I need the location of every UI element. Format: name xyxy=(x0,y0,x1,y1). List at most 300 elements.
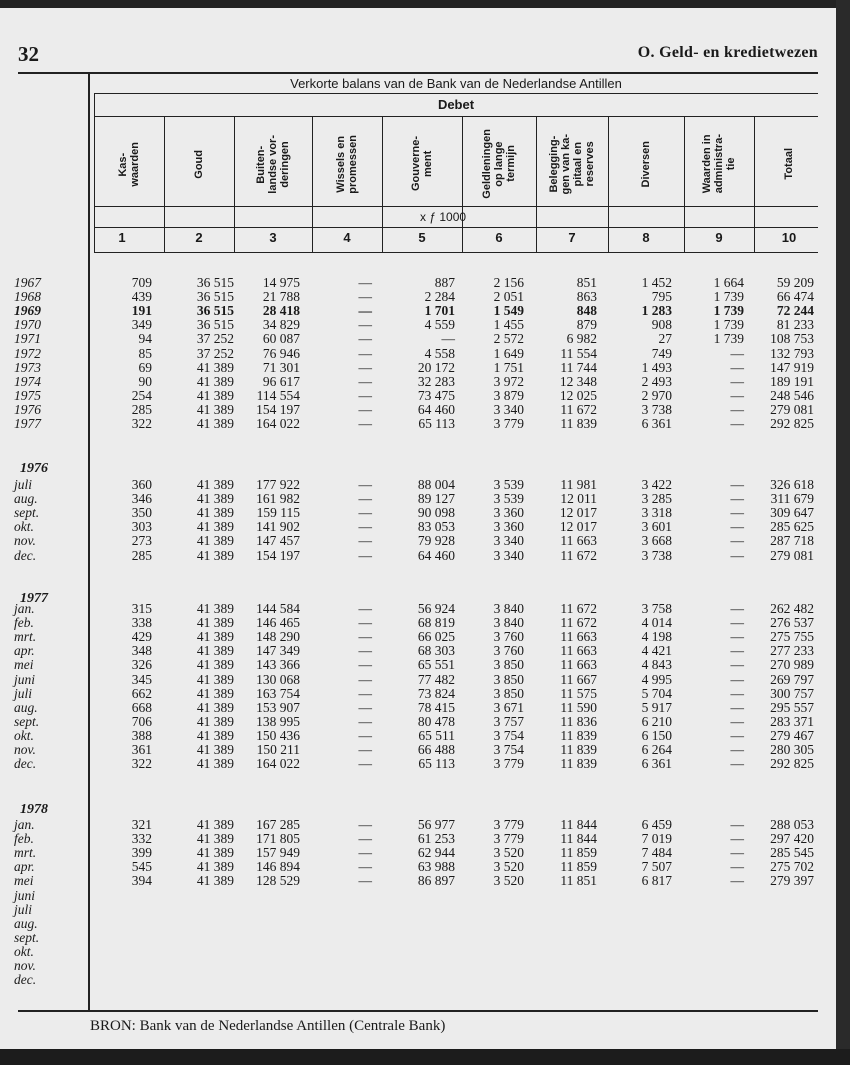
cell-col-9: — xyxy=(730,477,744,492)
cell-col-1: 668 xyxy=(131,699,152,715)
row-label: sept. xyxy=(14,713,40,729)
month-1978-row xyxy=(0,860,820,874)
cell-col-10: 311 679 xyxy=(770,491,814,507)
cell-col-2: 41 389 xyxy=(196,629,234,645)
month-1977-row xyxy=(0,715,820,729)
cell-col-6: 2 572 xyxy=(493,331,524,347)
cell-col-3: 76 946 xyxy=(262,345,300,361)
year-label-1977: 1977 xyxy=(20,591,48,606)
cell-col-5: 56 977 xyxy=(417,817,455,832)
cell-col-8: 6 817 xyxy=(641,873,672,889)
cell-col-4: — xyxy=(358,615,372,631)
cell-col-10: 300 757 xyxy=(770,685,814,701)
cell-col-2: 41 389 xyxy=(196,643,234,659)
scan-edge-bottom xyxy=(0,1049,850,1065)
cell-col-5: 887 xyxy=(434,275,455,290)
cell-col-6: 1 649 xyxy=(493,345,524,361)
cell-col-7: 12 017 xyxy=(559,519,597,535)
cell-col-6: 3 779 xyxy=(493,831,524,847)
cell-col-1: 388 xyxy=(131,727,152,743)
cell-col-5: 66 025 xyxy=(417,629,455,645)
cell-col-4: — xyxy=(358,547,372,563)
cell-col-6: 3 520 xyxy=(493,845,524,861)
cell-col-7: 11 859 xyxy=(560,845,597,861)
cell-col-4: — xyxy=(358,345,372,361)
cell-col-6: 3 360 xyxy=(493,519,524,535)
cell-col-7: 11 859 xyxy=(560,859,597,875)
cell-col-3: 148 290 xyxy=(256,629,300,645)
cell-col-9: — xyxy=(730,359,744,375)
cell-col-1: 285 xyxy=(131,401,152,417)
cell-col-1: 285 xyxy=(131,547,152,563)
row-label: apr. xyxy=(14,859,35,875)
cell-col-5: — xyxy=(441,331,455,347)
cell-col-7: 11 839 xyxy=(560,727,597,743)
month-1978-row xyxy=(0,973,820,987)
cell-col-7: 11 663 xyxy=(560,629,597,645)
col-header-text: Kas- waarden xyxy=(117,141,141,187)
cell-col-6: 3 340 xyxy=(493,401,524,417)
cell-col-5: 88 004 xyxy=(417,477,455,492)
col-header-text: Belegging- gen van ka- pitaal en reserves xyxy=(548,133,596,195)
cell-col-8: 3 668 xyxy=(641,533,672,549)
cell-col-8: 2 970 xyxy=(641,387,672,403)
cell-col-5: 64 460 xyxy=(417,401,455,417)
month-1977-row xyxy=(0,673,820,687)
cell-col-1: 706 xyxy=(131,713,152,729)
cell-col-8: 6 361 xyxy=(641,756,672,772)
month-1977-row xyxy=(0,602,820,616)
row-label: mei xyxy=(14,873,34,889)
cell-col-2: 41 389 xyxy=(196,671,234,687)
cell-col-7: 12 025 xyxy=(559,387,597,403)
cell-col-2: 41 389 xyxy=(196,533,234,549)
row-label: jan. xyxy=(14,601,35,616)
cell-col-4: — xyxy=(358,331,372,347)
cell-col-2: 41 389 xyxy=(196,359,234,375)
cell-col-2: 41 389 xyxy=(196,859,234,875)
cell-col-10: 279 467 xyxy=(770,727,814,743)
cell-col-3: 71 301 xyxy=(262,359,300,375)
cell-col-8: 7 019 xyxy=(641,831,672,847)
row-label: jan. xyxy=(14,817,35,832)
col-header-7 xyxy=(536,120,608,208)
cell-col-10: 189 191 xyxy=(770,373,814,389)
cell-col-10: 81 233 xyxy=(776,317,814,333)
cell-col-6: 3 779 xyxy=(493,416,524,431)
unit-label: x ƒ 1000 xyxy=(420,210,467,224)
cell-col-1: 321 xyxy=(131,817,152,832)
cell-col-4: — xyxy=(358,643,372,659)
cell-col-4: — xyxy=(358,505,372,521)
cell-col-4: — xyxy=(358,873,372,889)
col-number-8: 8 xyxy=(642,230,650,245)
annual-row xyxy=(0,318,820,332)
cell-col-10: 132 793 xyxy=(770,345,814,361)
cell-col-10: 59 209 xyxy=(776,275,814,290)
cell-col-4: — xyxy=(358,303,372,319)
cell-col-1: 69 xyxy=(138,359,152,375)
month-1977-row xyxy=(0,687,820,701)
cell-col-8: 3 601 xyxy=(641,519,672,535)
cell-col-7: 11 844 xyxy=(560,831,597,847)
annual-row xyxy=(0,417,820,431)
cell-col-6: 3 850 xyxy=(493,671,524,687)
cell-col-10: 292 825 xyxy=(770,756,814,772)
cell-col-7: 11 839 xyxy=(560,742,597,757)
cell-col-4: — xyxy=(358,727,372,743)
cell-col-1: 361 xyxy=(131,742,152,757)
col-number-1: 1 xyxy=(118,230,126,245)
cell-col-6: 1 455 xyxy=(493,317,524,333)
row-label: 1974 xyxy=(14,373,41,389)
cell-col-8: 3 738 xyxy=(641,401,672,417)
cell-col-1: 303 xyxy=(131,519,152,535)
cell-col-7: 11 590 xyxy=(560,699,597,715)
cell-col-6: 3 972 xyxy=(493,373,524,389)
cell-col-2: 36 515 xyxy=(196,275,234,290)
month-1977-row xyxy=(0,644,820,658)
cell-col-9: — xyxy=(730,873,744,889)
col-number-7: 7 xyxy=(568,230,576,245)
cell-col-5: 1 701 xyxy=(424,303,455,319)
cell-col-10: 269 797 xyxy=(770,671,814,687)
cell-col-2: 41 389 xyxy=(196,373,234,389)
cell-col-8: 2 493 xyxy=(641,373,672,389)
cell-col-6: 3 779 xyxy=(493,756,524,772)
cell-col-5: 77 482 xyxy=(417,671,455,687)
month-1977-row xyxy=(0,616,820,630)
cell-col-6: 1 751 xyxy=(493,359,524,375)
cell-col-2: 41 389 xyxy=(196,742,234,757)
cell-col-10: 292 825 xyxy=(770,416,814,431)
cell-col-1: 346 xyxy=(131,491,152,507)
month-1977-row xyxy=(0,701,820,715)
row-label: mei xyxy=(14,657,34,673)
cell-col-4: — xyxy=(358,713,372,729)
cell-col-3: 60 087 xyxy=(262,331,300,347)
cell-col-3: 150 211 xyxy=(256,742,300,757)
month-1977-row xyxy=(0,757,820,771)
cell-col-1: 332 xyxy=(131,831,152,847)
cell-col-9: — xyxy=(730,505,744,521)
month-1977-row xyxy=(0,630,820,644)
cell-col-8: 6 210 xyxy=(641,713,672,729)
cell-col-4: — xyxy=(358,831,372,847)
cell-col-5: 90 098 xyxy=(417,505,455,521)
cell-col-9: — xyxy=(730,727,744,743)
cell-col-6: 3 879 xyxy=(493,387,524,403)
row-label: juli xyxy=(14,901,33,917)
cell-col-1: 191 xyxy=(131,303,152,319)
cell-col-6: 3 754 xyxy=(493,727,524,743)
cell-col-8: 3 758 xyxy=(641,601,672,616)
cell-col-3: 177 922 xyxy=(256,477,300,492)
cell-col-6: 3 520 xyxy=(493,859,524,875)
month-1976-row xyxy=(0,478,820,492)
cell-col-6: 3 840 xyxy=(493,601,524,616)
month-1978-row xyxy=(0,903,820,917)
cell-col-10: 277 233 xyxy=(770,643,814,659)
row-label: okt. xyxy=(14,519,34,535)
cell-col-2: 41 389 xyxy=(196,519,234,535)
cell-col-9: — xyxy=(730,643,744,659)
cell-col-2: 41 389 xyxy=(196,699,234,715)
cell-col-4: — xyxy=(358,477,372,492)
cell-col-7: 11 672 xyxy=(560,547,597,563)
cell-col-6: 3 340 xyxy=(493,533,524,549)
row-label: nov. xyxy=(14,742,36,757)
row-label: 1973 xyxy=(14,359,41,375)
cell-col-5: 64 460 xyxy=(417,547,455,563)
cell-col-8: 3 738 xyxy=(641,547,672,563)
cell-col-3: 21 788 xyxy=(262,289,300,305)
cell-col-8: 27 xyxy=(658,331,672,347)
cell-col-2: 41 389 xyxy=(196,387,234,403)
cell-col-2: 41 389 xyxy=(196,831,234,847)
cell-col-1: 322 xyxy=(131,416,152,431)
month-1976-row xyxy=(0,520,820,534)
row-label: 1977 xyxy=(14,416,41,431)
cell-col-10: 285 625 xyxy=(770,519,814,535)
cell-col-1: 326 xyxy=(131,657,152,673)
col-number-6: 6 xyxy=(495,230,503,245)
cell-col-5: 61 253 xyxy=(417,831,455,847)
cell-col-3: 147 457 xyxy=(256,533,300,549)
cell-col-5: 86 897 xyxy=(417,873,455,889)
cell-col-7: 12 348 xyxy=(559,373,597,389)
cell-col-1: 709 xyxy=(131,275,152,290)
cell-col-6: 3 840 xyxy=(493,615,524,631)
row-label: 1976 xyxy=(14,401,41,417)
cell-col-8: 795 xyxy=(651,289,672,305)
cell-col-9: 1 739 xyxy=(713,331,744,347)
cell-col-9: — xyxy=(730,491,744,507)
cell-col-3: 164 022 xyxy=(256,756,300,772)
cell-col-6: 1 549 xyxy=(493,303,524,319)
cell-col-6: 3 757 xyxy=(493,713,524,729)
annual-row xyxy=(0,332,820,346)
cell-col-5: 68 303 xyxy=(417,643,455,659)
cell-col-9: 1 739 xyxy=(713,289,744,305)
cell-col-9: — xyxy=(730,519,744,535)
row-label: dec. xyxy=(14,972,37,988)
month-1978-row xyxy=(0,931,820,945)
cell-col-3: 154 197 xyxy=(256,401,300,417)
cell-col-10: 66 474 xyxy=(776,289,814,305)
cell-col-9: — xyxy=(730,533,744,549)
cell-col-4: — xyxy=(358,699,372,715)
cell-col-8: 6 459 xyxy=(641,817,672,832)
cell-col-6: 3 539 xyxy=(493,477,524,492)
cell-col-8: 1 283 xyxy=(641,303,672,319)
cell-col-8: 749 xyxy=(651,345,672,361)
cell-col-7: 11 851 xyxy=(560,873,597,889)
cell-col-3: 146 894 xyxy=(256,859,300,875)
row-label: juli xyxy=(14,477,33,492)
cell-col-5: 32 283 xyxy=(417,373,455,389)
cell-col-5: 62 944 xyxy=(417,845,455,861)
cell-col-7: 851 xyxy=(576,275,597,290)
col-header-text: Gouverne- ment xyxy=(410,136,434,192)
cell-col-4: — xyxy=(358,629,372,645)
cell-col-1: 345 xyxy=(131,671,152,687)
cell-col-4: — xyxy=(358,275,372,290)
cell-col-6: 3 850 xyxy=(493,657,524,673)
cell-col-7: 12 017 xyxy=(559,505,597,521)
cell-col-3: 163 754 xyxy=(256,685,300,701)
month-1976-row xyxy=(0,549,820,563)
cell-col-3: 114 554 xyxy=(256,387,300,403)
cell-col-3: 128 529 xyxy=(256,873,300,889)
cell-col-8: 1 452 xyxy=(641,275,672,290)
cell-col-7: 11 663 xyxy=(560,533,597,549)
cell-col-5: 63 988 xyxy=(417,859,455,875)
cell-col-7: 12 011 xyxy=(560,491,597,507)
row-label: aug. xyxy=(14,699,38,715)
row-label: nov. xyxy=(14,533,36,549)
annual-row xyxy=(0,276,820,290)
col-number-10: 10 xyxy=(781,230,797,245)
cell-col-2: 41 389 xyxy=(196,727,234,743)
rule-colnum-over xyxy=(94,227,818,228)
cell-col-9: — xyxy=(730,401,744,417)
cell-col-7: 11 667 xyxy=(560,671,597,687)
cell-col-2: 41 389 xyxy=(196,547,234,563)
annual-row xyxy=(0,347,820,361)
rule-colnum-under xyxy=(94,252,818,253)
month-1978-row xyxy=(0,818,820,832)
cell-col-5: 78 415 xyxy=(417,699,455,715)
cell-col-4: — xyxy=(358,685,372,701)
cell-col-2: 41 389 xyxy=(196,401,234,417)
cell-col-10: 279 081 xyxy=(770,401,814,417)
cell-col-6: 3 360 xyxy=(493,505,524,521)
rule-debet-under xyxy=(94,116,818,117)
cell-col-10: 288 053 xyxy=(770,817,814,832)
cell-col-6: 3 520 xyxy=(493,873,524,889)
col-header-6 xyxy=(462,120,536,208)
cell-col-9: — xyxy=(730,671,744,687)
cell-col-5: 56 924 xyxy=(417,601,455,616)
col-number-2: 2 xyxy=(195,230,203,245)
cell-col-2: 36 515 xyxy=(196,317,234,333)
col-header-text: Diversen xyxy=(640,140,652,188)
row-label: apr. xyxy=(14,643,35,659)
row-label: 1971 xyxy=(14,331,41,347)
cell-col-10: 297 420 xyxy=(770,831,814,847)
cell-col-1: 85 xyxy=(138,345,152,361)
annual-row xyxy=(0,389,820,403)
cell-col-7: 11 981 xyxy=(560,477,597,492)
cell-col-4: — xyxy=(358,519,372,535)
cell-col-3: 154 197 xyxy=(256,547,300,563)
row-label: nov. xyxy=(14,958,36,973)
cell-col-5: 83 053 xyxy=(417,519,455,535)
table-title: Verkorte balans van de Bank van de Nederlandse Antillen xyxy=(290,76,622,91)
cell-col-10: 295 557 xyxy=(770,699,814,715)
table-subtitle: Debet xyxy=(437,97,475,112)
rule-title-under xyxy=(94,93,818,94)
cell-col-2: 41 389 xyxy=(196,615,234,631)
cell-col-9: — xyxy=(730,629,744,645)
cell-col-9: — xyxy=(730,699,744,715)
cell-col-8: 1 493 xyxy=(641,359,672,375)
cell-col-4: — xyxy=(358,756,372,772)
cell-col-7: 848 xyxy=(576,303,597,319)
cell-col-1: 338 xyxy=(131,615,152,631)
cell-col-8: 5 704 xyxy=(641,685,672,701)
cell-col-3: 167 285 xyxy=(256,817,300,832)
cell-col-4: — xyxy=(358,817,372,832)
cell-col-10: 262 482 xyxy=(770,601,814,616)
cell-col-2: 41 389 xyxy=(196,713,234,729)
annual-row xyxy=(0,304,820,318)
cell-col-3: 138 995 xyxy=(256,713,300,729)
cell-col-2: 41 389 xyxy=(196,873,234,889)
cell-col-5: 65 511 xyxy=(418,727,455,743)
page-number: 32 xyxy=(18,42,39,66)
cell-col-1: 349 xyxy=(131,317,152,333)
rule-top xyxy=(18,72,818,74)
cell-col-7: 11 839 xyxy=(560,756,597,772)
cell-col-2: 36 515 xyxy=(196,303,234,319)
row-label: sept. xyxy=(14,929,40,945)
row-label: juni xyxy=(14,671,36,687)
cell-col-4: — xyxy=(358,416,372,431)
cell-col-10: 72 244 xyxy=(776,303,814,319)
cell-col-4: — xyxy=(358,289,372,305)
cell-col-10: 248 546 xyxy=(770,387,814,403)
cell-col-7: 11 839 xyxy=(560,416,597,431)
cell-col-5: 89 127 xyxy=(417,491,455,507)
cell-col-8: 3 285 xyxy=(641,491,672,507)
cell-col-9: — xyxy=(730,387,744,403)
cell-col-6: 3 760 xyxy=(493,629,524,645)
cell-col-5: 65 113 xyxy=(418,416,455,431)
cell-col-7: 11 575 xyxy=(560,685,597,701)
cell-col-9: — xyxy=(730,685,744,701)
cell-col-6: 3 671 xyxy=(493,699,524,715)
col-header-3 xyxy=(234,120,312,208)
col-header-5 xyxy=(382,120,462,208)
cell-col-9: — xyxy=(730,756,744,772)
cell-col-10: 279 397 xyxy=(770,873,814,889)
cell-col-4: — xyxy=(358,317,372,333)
cell-col-2: 41 389 xyxy=(196,845,234,861)
month-1978-row xyxy=(0,945,820,959)
row-label: aug. xyxy=(14,915,38,931)
cell-col-8: 3 422 xyxy=(641,477,672,492)
row-label: 1970 xyxy=(14,317,41,333)
row-label: 1969 xyxy=(14,303,41,319)
cell-col-3: 144 584 xyxy=(256,601,300,616)
cell-col-1: 254 xyxy=(131,387,152,403)
cell-col-5: 20 172 xyxy=(417,359,455,375)
cell-col-9: — xyxy=(730,657,744,673)
cell-col-9: — xyxy=(730,615,744,631)
cell-col-5: 4 558 xyxy=(424,345,455,361)
cell-col-1: 90 xyxy=(138,373,152,389)
cell-col-6: 2 051 xyxy=(493,289,524,305)
row-label: okt. xyxy=(14,943,34,959)
cell-col-3: 130 068 xyxy=(256,671,300,687)
cell-col-1: 94 xyxy=(138,331,152,347)
cell-col-6: 3 754 xyxy=(493,742,524,757)
cell-col-4: — xyxy=(358,601,372,616)
cell-col-1: 360 xyxy=(131,477,152,492)
row-label: 1975 xyxy=(14,387,41,403)
